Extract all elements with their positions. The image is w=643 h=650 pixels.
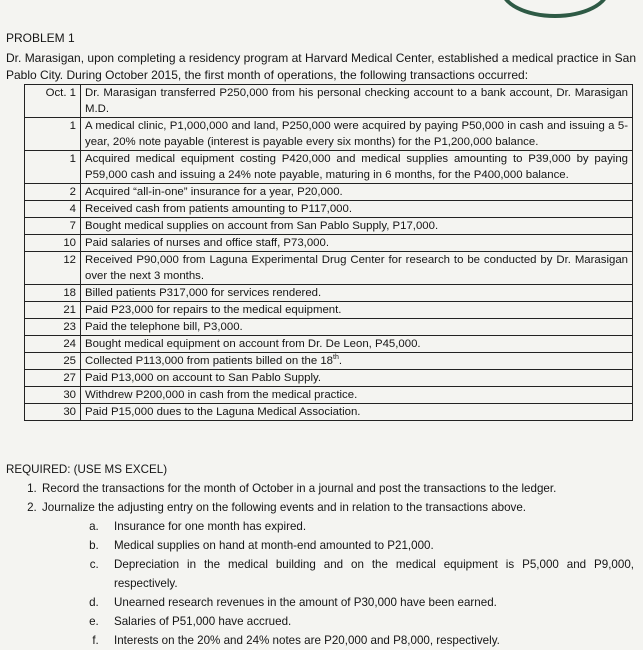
transaction-date: 23 — [25, 319, 81, 336]
transaction-text: Billed patients P317,000 for services rendered. — [85, 287, 322, 299]
transaction-text: A medical clinic, P1,000,000 and land, P250,000 were acquired by paying P50,000 in cash and issuing a 5-year, 20% note payable (interest is payable every six months) for the P1,200,000 balance. — [85, 120, 628, 148]
transaction-text: Received cash from patients amounting to P117,000. — [85, 203, 352, 215]
transaction-date: 1 — [25, 151, 81, 184]
transaction-row — [25, 302, 633, 319]
transaction-row — [25, 353, 633, 370]
transaction-text: Dr. Marasigan transferred P250,000 from his personal checking account to a bank account, Dr. Marasigan M.D. — [85, 87, 628, 115]
adjusting-event: e. Salaries of P51,000 have accrued. — [102, 612, 634, 631]
transaction-date: 30 — [25, 387, 81, 404]
transaction-date: 21 — [25, 302, 81, 319]
transaction-row — [25, 235, 633, 252]
intro-paragraph: Dr. Marasigan, upon completing a residency program at Harvard Medical Center, established a medical practice in San Pablo City. During October 2015, the first month of operations, the following transactions occurred: — [6, 51, 636, 82]
transaction-row — [25, 370, 633, 387]
transaction-date: 12 — [25, 252, 81, 285]
transaction-date: 30 — [25, 404, 81, 421]
transaction-row — [25, 285, 633, 302]
transaction-date: 24 — [25, 336, 81, 353]
transaction-description — [81, 235, 633, 252]
transaction-description — [81, 285, 633, 302]
adjusting-event: a. Insurance for one month has expired. — [102, 517, 634, 536]
required-item — [40, 479, 634, 498]
ordinal-superscript: th — [333, 354, 339, 362]
transaction-text: Paid salaries of nurses and office staff, P73,000. — [85, 237, 329, 249]
transaction-row — [25, 118, 633, 151]
transaction-text: Bought medical supplies on account from San Pablo Supply, P17,000. — [85, 220, 439, 232]
transaction-row — [25, 218, 633, 235]
transaction-description — [81, 201, 633, 218]
required-item-text: Record the transactions for the month of October in a journal and post the transactions to the ledger. — [42, 482, 557, 495]
transaction-date: 7 — [25, 218, 81, 235]
transaction-row — [25, 336, 633, 353]
transaction-description — [81, 151, 633, 184]
transaction-row — [25, 404, 633, 421]
adjusting-event: c. Depreciation in the medical building and on the medical equipment is P5,000 and P9,000, respectively. — [102, 555, 634, 593]
transaction-row — [25, 201, 633, 218]
transaction-description — [81, 319, 633, 336]
adjusting-event: b. Medical supplies on hand at month-end amounted to P21,000. — [102, 536, 634, 555]
transaction-row — [25, 387, 633, 404]
problem-intro — [6, 50, 636, 84]
transaction-text: Bought medical equipment on account from Dr. De Leon, P45,000. — [85, 338, 421, 350]
transaction-row — [25, 85, 633, 118]
transaction-description — [81, 118, 633, 151]
transaction-text: Collected P113,000 from patients billed on the 18 — [85, 355, 334, 367]
transaction-text: Acquired “all-in-one” insurance for a year, P20,000. — [85, 186, 343, 198]
transaction-date: Oct. 1 — [25, 85, 81, 118]
required-heading: REQUIRED: (USE MS EXCEL) — [6, 463, 168, 476]
transaction-row — [25, 151, 633, 184]
required-item — [40, 498, 634, 650]
transaction-date: 25 — [25, 353, 81, 370]
transaction-description — [81, 184, 633, 201]
transaction-row — [25, 252, 633, 285]
transaction-text: Acquired medical equipment costing P420,000 and medical supplies amounting to P39,000 by paying P59,000 cash and issuing a 24% note payable, maturing in 6 months, for the P400,000 balance. — [85, 153, 628, 181]
transaction-date: 27 — [25, 370, 81, 387]
transaction-date: 10 — [25, 235, 81, 252]
transaction-date: 4 — [25, 201, 81, 218]
transaction-text: Paid P15,000 dues to the Laguna Medical Association. — [85, 406, 361, 418]
transaction-description — [81, 252, 633, 285]
adjusting-events-list — [42, 517, 634, 650]
transaction-date: 2 — [25, 184, 81, 201]
transaction-text: Paid P13,000 on account to San Pablo Supply. — [85, 372, 321, 384]
transaction-description — [81, 336, 633, 353]
transaction-date: 18 — [25, 285, 81, 302]
transaction-date: 1 — [25, 118, 81, 151]
transaction-row — [25, 184, 633, 201]
transaction-row — [25, 319, 633, 336]
adjusting-event: d. Unearned research revenues in the amount of P30,000 have been earned. — [102, 593, 634, 612]
problem-title: PROBLEM 1 — [6, 31, 75, 45]
transaction-description — [81, 404, 633, 421]
transaction-description — [81, 370, 633, 387]
adjusting-event: f. Interests on the 20% and 24% notes are P20,000 and P8,000, respectively. — [102, 631, 634, 650]
required-section — [6, 460, 634, 650]
transaction-text: Received P90,000 from Laguna Experimental Drug Center for research to be conducted by Dr. Marasigan over the next 3 months. — [85, 254, 628, 282]
transaction-description — [81, 387, 633, 404]
transaction-description — [81, 85, 633, 118]
required-list — [6, 479, 634, 650]
transaction-text-suffix: . — [338, 355, 343, 367]
transaction-text: Withdrew P200,000 in cash from the medical practice. — [85, 389, 358, 401]
transaction-description — [81, 218, 633, 235]
transaction-description — [81, 302, 633, 319]
transaction-text: Paid P23,000 for repairs to the medical equipment. — [85, 304, 342, 316]
seal-emblem — [500, 0, 610, 18]
transaction-description — [81, 353, 633, 370]
transactions-table — [24, 84, 633, 421]
required-item-text: Journalize the adjusting entry on the following events and in relation to the transactions above. — [42, 501, 527, 514]
transaction-text: Paid the telephone bill, P3,000. — [85, 321, 243, 333]
